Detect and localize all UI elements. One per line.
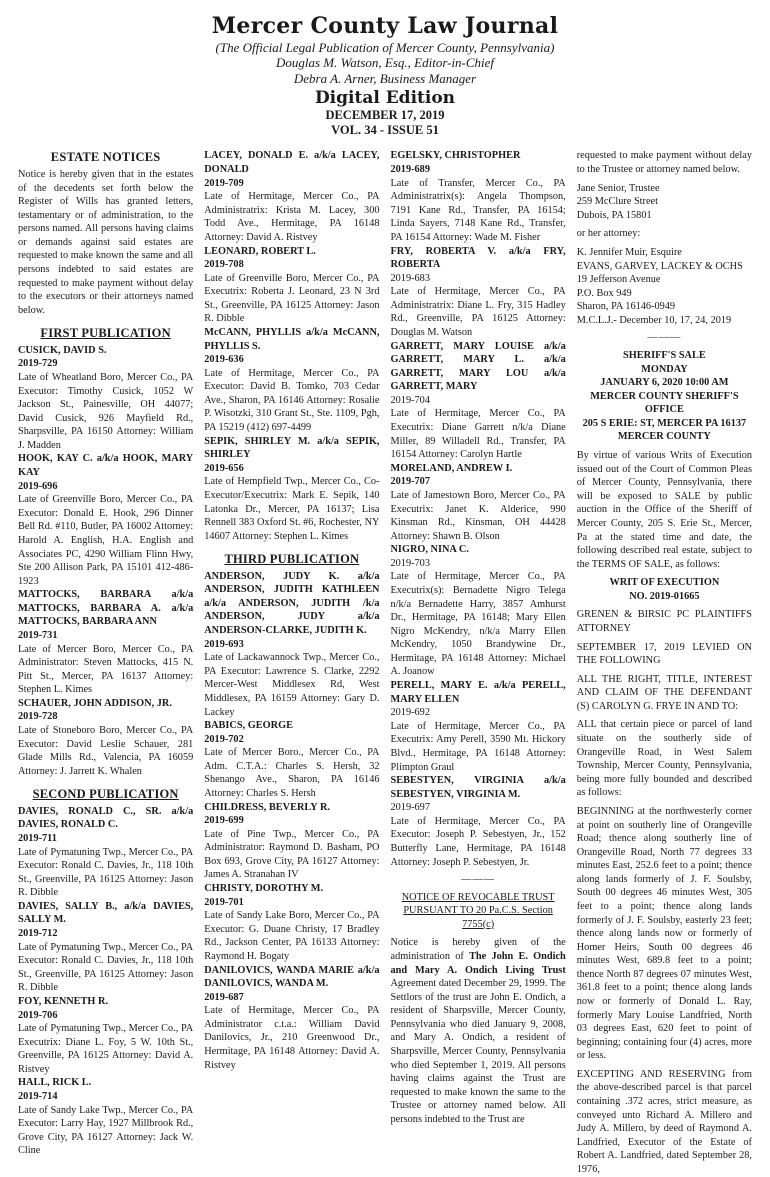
estate-number: 2019-712	[18, 928, 58, 940]
estate-name: McCANN, PHYLLIS a/k/a McCANN, PHYLLIS S.	[204, 327, 380, 352]
estate-number: 2019-683	[390, 272, 430, 284]
estate-name: ANDERSON, JUDY K. a/k/a ANDERSON, JUDITH KATHLEEN a/k/a ANDERSON, JUDITH /k/a ANDERSON, JUDY a/k/a ANDERSON-CLARKE, JUDITH K.	[204, 570, 380, 637]
estate-body: Late of Hermitage, Mercer Co., PA Executrix(s): Bernadette Nigro Telega n/k/a Bernadette Harry, 3857 Amhurst Dr., Hermitage, PA 16148; Mary Ellen Nigro McKendry, n/k/a Marry Ellen McKendry, 1050 Brandywine Dr., Hermitage, PA 16148 Attorney: Michael A. Joanow	[390, 571, 566, 678]
or-attorney: or her attorney:	[576, 228, 641, 240]
estate-name: SEBESTYEN, VIRGINIA a/k/a SEBESTYEN, VIRGINIA M.	[390, 775, 566, 800]
sale-date: JANUARY 6, 2020 10:00 AM	[600, 377, 729, 389]
estate-body: Late of Hermitage, Mercer Co., PA Administrator c.t.a.: William David Danilovics, Jr., 210 Greenwood Dr., Hermitage, PA 16148 Attorney: David A. Ristvey	[204, 1005, 380, 1071]
trustee-line: Jane Senior, Trustee	[576, 182, 660, 194]
estate-number: 2019-703	[390, 557, 430, 569]
estate-name: CHRISTY, DOROTHY M.	[204, 883, 324, 895]
sheriff-sale-heading: SHERIFF'S SALE	[623, 350, 706, 361]
issue-date: DECEMBER 17, 2019	[325, 107, 445, 122]
excepting-description: EXCEPTING AND RESERVING from the above-described parcel is that parcel containing .372 acres, strict measure, as conveyed unto Richard A. Millero and Judy A. Millero, by deed of Raymond A. Landfried, Executor of the Estate of Robert A. Landfried, dated September 28, 1976,	[576, 1068, 752, 1175]
trust-notice-body	[391, 936, 566, 1126]
estate-body: Late of Pymatuning Twp., Mercer Co., PA Executrix: Diane L. Foy, 5 W. 10th St., Greenville, PA 16125 Attorney: David A. Ristvey	[18, 1023, 194, 1075]
sale-county: MERCER COUNTY	[617, 431, 711, 443]
levied-line: SEPTEMBER 17, 2019 LEVIED ON THE FOLLOWING	[576, 641, 752, 667]
estate-notice	[18, 697, 193, 778]
estate-body: Late of Pymatuning Twp., Mercer Co., PA Executor: Ronald C. Davies, Jr., 118 10th St., Greenville, PA 16125 Attorney: Jason R. Dibble	[18, 941, 194, 994]
estate-intro: Notice is hereby given that in the estates of the decedents set forth below the Register of Wills has granted letters, testamentary or of administration, to the persons named. All persons having claims or demands against said estates are requested to make known the same and all persons indebted to said estates are requested to make payment without delay to the executors or their attorneys named below.	[18, 168, 194, 316]
estate-body: Late of Mercer Boro., Mercer Co., PA Adm. C.T.A.: Charles S. Hersh, 32 Shenango Ave., Sharon, PA 16146 Attorney: Charles S. Hersh	[204, 747, 380, 799]
first-publication-heading: FIRST PUBLICATION	[40, 326, 171, 341]
estate-name: FOY, KENNETH R.	[18, 995, 109, 1007]
estate-name: LEONARD, ROBERT L.	[204, 245, 316, 257]
attorney-line: EVANS, GARVEY, LACKEY & OCHS	[576, 260, 743, 272]
beginning-description: BEGINNING at the northwesterly corner at point on southerly line of Orangeville Road; thence along southerly line of Orangeville Road, North 77 degrees 33 minutes East, 252.6 feet to a point; thence along lands formerly of J. F. Soulsby, South 00 degrees 46 minutes West, 305 feet to a point; thence along lands formerly of J. F. Soulsby, easterly 23 feet; thence along lands now or formerly of Homer Heirs, South 00 degrees 46 minutes West, 689.8 feet to a point; thence North 87 degrees 07 minutes West, 361.8 feet to a point; thence along lands now or formerly of Donald L. Ray, formerly Mary Louise Landfried, North 03 degrees East, 620 feet to point of beginning; containing four (4) acres, more or less.	[576, 805, 752, 1062]
estate-number: 2019-696	[18, 480, 58, 492]
second-publication-heading: SECOND PUBLICATION	[32, 787, 179, 802]
parcel-description: ALL that certain piece or parcel of land situate on the southerly side of Orangeville Road, in West Salem Township, Mercer County, Pennsylvania, being more fully bounded and described as follows:	[576, 719, 752, 799]
estate-notice	[204, 149, 379, 244]
estate-name: BABICS, GEORGE	[204, 720, 293, 732]
estate-name: SCHAUER, JOHN ADDISON, JR.	[18, 697, 172, 709]
manager-line: Debra A. Arner, Business Manager	[293, 70, 477, 86]
sale-address: 205 S ERIE: ST, MERCER PA 16137	[582, 417, 747, 429]
estate-notice	[391, 340, 566, 462]
estate-number: 2019-706	[18, 1009, 58, 1021]
estate-body: Late of Hermitage, Mercer Co., PA Administratrix: Diane L. Fry, 315 Hadley Rd., Greenville, PA 16125 Attorney: Douglas M. Watson	[390, 286, 566, 338]
estate-notice	[391, 543, 566, 679]
estate-name: DAVIES, RONALD C., SR. a/k/a DAVIES, RONALD C.	[18, 805, 194, 831]
estate-name: FRY, ROBERTA V. a/k/a FRY, ROBERTA	[390, 245, 566, 271]
estate-body: Late of Hermitage, Mercer Co., PA Executrix: Amy Perell, 3590 Mt. Hickory Blvd., Hermitage, PA 16148 Attorney: Plimpton Graul	[390, 720, 566, 773]
estate-number: 2019-689	[390, 164, 430, 176]
issue-volume: VOL. 34 - ISSUE 51	[331, 122, 439, 137]
estate-notice	[391, 462, 566, 543]
estate-notice	[204, 719, 379, 800]
estate-body: Late of Hermitage, Mercer Co., PA Executrix: Diane Garrett n/k/a Diane Miller, 89 Willadell Rd., Transfer, PA 16154 Attorney: Carolyn Hartle	[390, 408, 566, 461]
writ-heading: WRIT OF EXECUTION	[609, 577, 720, 589]
column-4	[576, 149, 752, 1175]
trust-lead: Notice is hereby given of the administration of	[390, 937, 566, 963]
estate-number: 2019-714	[18, 1090, 58, 1102]
estate-name: DANILOVICS, WANDA MARIE a/k/a DANILOVICS, WANDA M.	[204, 964, 380, 990]
columns	[18, 149, 752, 1175]
estate-number: 2019-704	[390, 394, 430, 406]
estate-name: NIGRO, NINA C.	[390, 544, 469, 556]
trust-notice-heading: NOTICE OF REVOCABLE TRUST PURSUANT TO 20 Pa.C.S. Section 7755(c)	[401, 891, 555, 930]
estate-number: 2019-708	[204, 259, 244, 271]
estate-notice	[204, 245, 379, 326]
right-title-line: ALL THE RIGHT, TITLE, INTEREST AND CLAIM OF THE DEFENDANT (S) CAROLYN G. FRYE IN AND TO:	[576, 673, 752, 712]
estate-body: Late of Stoneboro Boro, Mercer Co., PA Executor: David Leslie Schauer, 281 Glade Mills Rd., Valencia, PA 16059 Attorney: J. Jarrett K. Whalen	[18, 725, 194, 777]
estate-name: PERELL, MARY E. a/k/a PERELL, MARY ELLEN	[390, 680, 566, 705]
attorney-line: K. Jennifer Muir, Esquire	[576, 246, 682, 258]
column-2	[204, 149, 380, 1071]
estate-body: Late of Lackawannock Twp., Mercer Co., PA Executor: Lawrence S. Clarke, 2292 Mercer-West Middlesex Rd, West Middlesex, PA 16159 Attorney: Gary D. Lackey	[204, 652, 380, 718]
estate-body: Late of Hempfield Twp., Mercer Co., Co-Executor/Executrix: Mark E. Sepik, 140 Latonka Dr., Mercer, PA 16137; Lisa Rennell 383 Oxford St. #6, Rochester, NY 14607 Attorney: Stephen L. Kimes	[204, 476, 380, 542]
estate-body: Late of Sandy Lake Twp., Mercer Co., PA Executor: Larry Hay, 1927 Millbrook Rd., Grove City, PA 16127 Attorney: Jack W. Cline	[18, 1104, 194, 1157]
estate-body: Late of Jamestown Boro, Mercer Co., PA Executrix: Janet K. Alderice, 990 Kinsman Rd., Kinsman, OH 44428 Attorney: Shawn B. Olson	[390, 489, 566, 542]
estate-body: Late of Greenville Boro, Mercer Co., PA Executrix: Roberta J. Leonard, 23 N 3rd St., Greenville, PA 16125 Attorney: Jason R. Dibble	[204, 272, 380, 325]
estate-body: Late of Hermitage, Mercer Co., PA Administratrix: Krista M. Lacey, 300 Todd Ave., Hermitage, PA 16148 Attorney: David A. Ristvey	[204, 191, 380, 243]
estate-body: Late of Hermitage, Mercer Co., PA Executor: Joseph P. Sebestyen, Jr., 152 Butterfly Lane, Hermitage, PA 16148 Attorney: Joseph P. Sebestyen, Jr.	[390, 815, 566, 868]
estate-number: 2019-693	[204, 638, 244, 650]
estate-body: Late of Greenville Boro, Mercer Co., PA Executor: Donald E. Hook, 296 Dinner Bell Rd. #110, Butler, PA 16002 Attorney: Harold A. English, H.A. English and Associates PC, 4290 William Flinn Hwy, Ste 200 Allison Park, PA 15101 412-486-1923	[18, 494, 194, 587]
estate-number: 2019-711	[18, 833, 57, 844]
sale-office: MERCER COUNTY SHERIFF'S OFFICE	[590, 390, 739, 416]
attorney-line: 19 Jefferson Avenue	[576, 274, 661, 286]
estate-notice	[391, 679, 566, 774]
estate-name: MORELAND, ANDREW I.	[390, 462, 513, 474]
estate-notices-heading: ESTATE NOTICES	[50, 150, 161, 165]
estate-notice	[18, 1076, 193, 1157]
estate-body: Late of Pine Twp., Mercer Co., PA Administrator: Raymond D. Basham, PO Box 693, Grove City, PA 16127 Attorney: James A. Stranahan IV	[204, 828, 380, 881]
publication-dates: M.C.L.J.- December 10, 17, 24, 2019	[576, 314, 732, 326]
estate-name: HALL, RICK L.	[18, 1077, 92, 1089]
estate-number: 2019-636	[204, 354, 244, 366]
estate-number: 2019-697	[390, 802, 430, 814]
trustee-line: Dubois, PA 15801	[576, 209, 652, 221]
estate-name: CUSICK, DAVID S.	[18, 344, 107, 356]
estate-number: 2019-701	[204, 896, 244, 908]
estate-name: MATTOCKS, BARBARA a/k/a MATTOCKS, BARBARA A. a/k/a MATTOCKS, BARBARA ANN	[18, 589, 194, 628]
estate-number: 2019-707	[390, 476, 430, 488]
estate-number: 2019-709	[204, 177, 244, 189]
estate-notice	[18, 995, 193, 1076]
estate-number: 2019-656	[204, 462, 244, 474]
trust-name: The John E. Ondich and Mary A. Ondich Living Trust	[390, 951, 566, 976]
estate-number: 2019-692	[390, 707, 430, 719]
estate-number: 2019-699	[204, 815, 244, 827]
estate-name: CHILDRESS, BEVERLY R.	[204, 801, 330, 813]
estate-notice	[18, 805, 193, 900]
estate-body: Late of Sandy Lake Boro, Mercer Co., PA Executor: G. Duane Christy, 17 Bradley Rd., Jackson Center, PA 16133 Attorney: Raymond H. Bogaty	[204, 910, 380, 962]
estate-name: GARRETT, MARY LOUISE a/k/a GARRETT, MARY L. a/k/a GARRETT, MARY LOU a/k/a GARRETT, MARY	[390, 340, 566, 393]
estate-notice	[204, 964, 379, 1073]
estate-number: 2019-687	[204, 991, 244, 1003]
estate-name: HOOK, KAY C. a/k/a HOOK, MARY KAY	[18, 453, 194, 479]
separator: ———	[461, 874, 496, 886]
estate-notice	[18, 344, 193, 453]
estate-notice	[18, 900, 193, 995]
attorney-line: Sharon, PA 16146-0949	[576, 301, 676, 313]
estate-notice	[391, 149, 566, 244]
estate-body: Late of Transfer, Mercer Co., PA Administratrix(s): Angela Thompson, 7191 Kane Rd., Transfer, PA 16154; Linda Sayers, 7148 Kane Rd., Transfer, PA 16154 Attorney: Wade M. Fisher	[390, 177, 566, 243]
edition-title: Digital Edition	[314, 87, 456, 108]
writ-number: NO. 2019-01665	[629, 590, 700, 602]
trust-continued: requested to make payment without delay to the Trustee or attorney named below.	[576, 150, 752, 176]
editor-line: Douglas M. Watson, Esq., Editor-in-Chief	[275, 55, 495, 71]
estate-name: SEPIK, SHIRLEY M. a/k/a SEPIK, SHIRLEY	[204, 435, 380, 461]
third-publication-heading: THIRD PUBLICATION	[224, 552, 360, 567]
estate-notice	[391, 774, 566, 869]
estate-number: 2019-728	[18, 711, 58, 723]
estate-notice	[204, 326, 379, 435]
estate-body: Late of Wheatland Boro, Mercer Co., PA Executor: Timothy Cusick, 1052 W Jackson St., Painesville, OH 44077; David Cusick, 926 Mayfield Rd., Sharpsville, PA 16150 Attorney: William J. Madden	[18, 372, 194, 451]
journal-subtitle: (The Official Legal Publication of Mercer County, Pennsylvania)	[215, 39, 555, 55]
column-1	[18, 149, 194, 1157]
sale-intro: By virtue of various Writs of Execution issued out of the Court of Common Pleas of Mercer County, Pennsylvania, there will be exposed to SALE by public auction in the Office of the Sheriff of Mercer County, 205 S. Erie St., Mercer, Pa at the stated time and date, the following described real estate, subject to the TERMS OF SALE, as follows:	[576, 450, 752, 570]
estate-name: EGELSKY, CHRISTOPHER	[390, 150, 521, 162]
estate-notice	[204, 882, 379, 963]
separator: ———	[647, 332, 682, 344]
estate-number: 2019-729	[18, 358, 58, 370]
attorney-line: P.O. Box 949	[576, 287, 632, 299]
estate-notice	[204, 801, 379, 882]
masthead	[18, 14, 752, 137]
estate-notice	[204, 435, 379, 544]
estate-name: LACEY, DONALD E. a/k/a LACEY, DONALD	[204, 150, 380, 176]
trust-body: Agreement dated December 29, 1999. The Settlors of the trust are John E. Ondich, a resident of Sharpsville, Mercer County, Pennsylvania who died January 9, 2008, and Mary A. Ondich, a resident of Sharpsville, Mercer County, Pennsylvania who died September 1, 2019. All persons having claims against the Trust are requested to make known the same to the Trustee or attorney named below. All persons indebted to the Trust are	[390, 978, 566, 1125]
estate-number: 2019-731	[18, 629, 58, 641]
estate-notice	[204, 570, 379, 719]
estate-number: 2019-702	[204, 733, 244, 745]
sale-day: MONDAY	[641, 363, 688, 375]
estate-name: DAVIES, SALLY B., a/k/a DAVIES, SALLY M.	[18, 900, 194, 926]
estate-notice	[18, 588, 193, 697]
trustee-line: 259 McClure Street	[576, 196, 658, 208]
column-3	[390, 149, 566, 1125]
journal-title: Mercer County Law Journal	[211, 13, 559, 39]
estate-notice	[18, 452, 193, 588]
plaintiff-attorney: GRENEN & BIRSIC PC PLAINTIFFS ATTORNEY	[576, 609, 752, 634]
estate-body: Late of Hermitage, Mercer Co., PA Executor: David B. Tomko, 703 Cedar Ave., Sharon, PA 16146 Attorney: Rosalie P. Wisotzki, 310 Grant St., Ste. 1109, Pgh, PA 15219 (412) 697-4499	[204, 367, 380, 434]
estate-body: Late of Pymatuning Twp., Mercer Co., PA Executor: Ronald C. Davies, Jr., 118 10th St., Greenville, PA 16125 Attorney: Jason R. Dibble	[18, 846, 194, 899]
estate-body: Late of Mercer Boro, Mercer Co., PA Administrator: Steven Mattocks, 415 N. Pitt St., Mercer, PA 16137 Attorney: Stephen L. Kimes	[18, 643, 194, 696]
estate-notice	[391, 245, 566, 340]
